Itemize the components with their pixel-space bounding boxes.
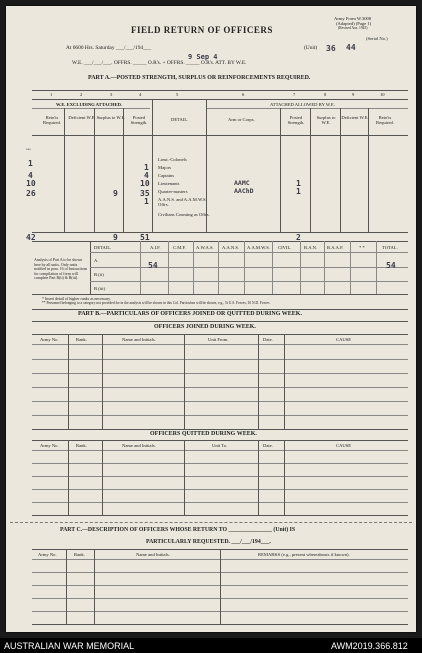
joined-header: Date. bbox=[263, 337, 273, 342]
col-header: Rein'ts Required. bbox=[376, 115, 394, 125]
total-col4: 51 bbox=[140, 233, 150, 242]
col-header: Deficient W.E. bbox=[341, 115, 369, 120]
joined-header: Rank. bbox=[76, 337, 87, 342]
analysis-header: * * bbox=[359, 245, 365, 250]
col-number: 3 bbox=[110, 92, 113, 97]
total-col3: 9 bbox=[113, 233, 118, 242]
analysis-aif-value: 54 bbox=[148, 261, 158, 270]
col-header: Deficient W.E. bbox=[68, 115, 96, 120]
form-ref-2: (Adapted) (Page 1) bbox=[336, 21, 372, 26]
col-number: 1 bbox=[50, 92, 53, 97]
serial-label: (Serial No.) bbox=[366, 36, 388, 41]
part-a-title: PART A.—POSTED STRENGTH, SURPLUS OR REINFORCEMENTS REQUIRED. bbox=[88, 75, 311, 81]
col-number: 6 bbox=[242, 92, 245, 97]
col4-value: 10 bbox=[140, 179, 150, 188]
col-number: 8 bbox=[324, 92, 327, 97]
group-right-header: ATTACHED ALLOWED BY W.E. bbox=[270, 102, 335, 107]
typed-unit-a: 36 bbox=[326, 44, 336, 53]
rank-label: Captains bbox=[158, 173, 175, 178]
we-line: W.E. ___/___/___. OFFRS. _____ O.R's. + OFFRS. _____ O.R's. ATT. BY W.E. bbox=[72, 60, 247, 66]
analysis-row-label: B.(ii) bbox=[94, 272, 104, 277]
footer-accession: AWM2019.366.812 bbox=[331, 641, 408, 651]
analysis-row-label: B.(iii) bbox=[94, 286, 106, 291]
group-left-header: W.E. EXCLUDING ATTACHED. bbox=[56, 102, 123, 107]
quitted-title: OFFICERS QUITTED DURING WEEK. bbox=[150, 431, 257, 437]
col7-value: 1 bbox=[296, 179, 301, 188]
analysis-note: Analysis of Part A to be shown here by all units. Only units notified in para. 16 of Instructions for compilation of form will complete Part B(ii) & B(iii). bbox=[34, 258, 88, 281]
total-col7: 2 bbox=[296, 233, 301, 242]
col-header: DETAIL. bbox=[171, 117, 189, 122]
col1-value: 4 bbox=[28, 171, 33, 180]
joined-header: Name and Initials. bbox=[122, 337, 156, 342]
analysis-header: R.A.A.F. bbox=[327, 245, 344, 250]
col-number: 2 bbox=[80, 92, 83, 97]
col-number: 9 bbox=[352, 92, 355, 97]
col-number: 7 bbox=[293, 92, 296, 97]
quitted-header: Date. bbox=[263, 443, 273, 448]
part-c-header: Rank. bbox=[74, 552, 85, 557]
part-c-header: Army No. bbox=[38, 552, 57, 557]
quitted-header: Unit To. bbox=[212, 443, 228, 448]
total-col1: 42 bbox=[26, 233, 36, 242]
col7-value: 1 bbox=[296, 187, 301, 196]
col1-value: 26 bbox=[26, 189, 36, 198]
rank-label: Lieutenants bbox=[158, 181, 180, 186]
analysis-header: DETAIL. bbox=[94, 245, 112, 250]
col-header: Posted Strength. bbox=[287, 115, 305, 125]
rank-label: Quarter-masters bbox=[158, 189, 188, 194]
rank-label: A.A.N.S. and A.A.M.W.S. Offrs. bbox=[158, 197, 207, 207]
part-b-title: PART B.—PARTICULARS OF OFFICERS JOINED OR QUITTED DURING WEEK. bbox=[78, 311, 302, 317]
part-c-header: REMARKS (e.g., present whereabouts if known). bbox=[258, 552, 350, 557]
col-header: Surplus to W.E. bbox=[316, 115, 336, 125]
col4-value: 1 bbox=[144, 163, 149, 172]
at-line: At 0600 Hrs. Saturday ___/___/194___ bbox=[66, 45, 152, 51]
footnote-2: ** Personnel belonging to a category not provided for in the analysis will be shown in this Col. Particulars will be shown, e.g., 5t U.S. Forces; 10 N.D. Forces bbox=[42, 301, 270, 305]
col-header: Rein'ts Required. bbox=[43, 115, 61, 125]
col3-value: 9 bbox=[113, 189, 118, 198]
col-number: 4 bbox=[139, 92, 142, 97]
archive-footer bbox=[0, 638, 422, 653]
joined-title: OFFICERS JOINED DURING WEEK. bbox=[154, 324, 256, 330]
joined-header: Unit From. bbox=[208, 337, 229, 342]
analysis-header: A.I.F. bbox=[150, 245, 161, 250]
form-ref-1: Army Form W.3008 bbox=[334, 16, 372, 21]
part-c-title-2: PARTICULARLY REQUESTED. ___/___/194___. bbox=[146, 539, 271, 545]
joined-header: Army No. bbox=[40, 337, 59, 342]
analysis-header: A.W.A.S. bbox=[196, 245, 214, 250]
analysis-header: A.A.M.W.S. bbox=[247, 245, 270, 250]
col-number: 10 bbox=[380, 92, 385, 97]
arm-value: AAChD bbox=[234, 187, 254, 195]
rank-label: Lieut.-Colonels bbox=[158, 157, 187, 162]
form-title: FIELD RETURN OF OFFICERS bbox=[131, 25, 273, 35]
col1-value: 10 bbox=[26, 179, 36, 188]
arm-value: AAMC bbox=[234, 179, 250, 187]
form-ref-3: (Revised Aus. 1945) bbox=[338, 26, 368, 30]
col-number: 5 bbox=[176, 92, 179, 97]
col4-value: 35 bbox=[140, 189, 150, 198]
analysis-total-value: 54 bbox=[386, 261, 396, 270]
joined-header: CAUSE bbox=[336, 337, 352, 342]
analysis-header: A.A.N.S. bbox=[222, 245, 240, 250]
unit-label: (Unit) bbox=[304, 45, 318, 51]
analysis-header: C.M.F. bbox=[173, 245, 186, 250]
analysis-header: CIVIL. bbox=[278, 245, 292, 250]
col-header: Arm or Corps. bbox=[228, 117, 255, 122]
quitted-header: Army No. bbox=[40, 443, 59, 448]
quitted-header: Rank. bbox=[76, 443, 87, 448]
footnote-1: * Insert detail of higher ranks as necessary. bbox=[42, 296, 111, 301]
col-header: Surplus to W.E. bbox=[96, 115, 126, 120]
quitted-header: Name and Initials. bbox=[122, 443, 156, 448]
part-c-title-1: PART C.—DESCRIPTION OF OFFICERS WHOSE RETURN TO _______________ (Unit) IS bbox=[60, 527, 296, 533]
footer-institution: AUSTRALIAN WAR MEMORIAL bbox=[4, 641, 135, 651]
quitted-header: CAUSE bbox=[336, 443, 352, 448]
part-c-header: Name and Initials. bbox=[136, 552, 170, 557]
col4-value: 1 bbox=[144, 197, 149, 206]
typed-date: 9 Sep 4 bbox=[188, 53, 218, 61]
analysis-row-label: A. bbox=[94, 258, 99, 263]
typed-unit-b: 44 bbox=[346, 43, 356, 52]
col-header: Posted Strength. bbox=[130, 115, 148, 125]
rank-label: Majors bbox=[158, 165, 172, 170]
rank-label: Civilians Counting as Offrs. bbox=[158, 212, 210, 217]
form-sheet: FIELD RETURN OF OFFICERS Army Form W.3008 (Adapted) (Page 1) (Revised Aus. 1945) (Serial No.) At 0600 Hrs. Saturday ___/___/194___ (Unit) 36 44 9 Sep 4 W.E. ___/___/___. OFFRS. _____ O.R's. + OFFRS. _____ O.R's. ATT. BY W.E. PART A.—POSTED STRENGTH, SURPLUS OR REINFORCEMENTS REQUIRED. 1 2 3 4 5 6 7 8 9 10 W.E. EXCLUDING ATTACHED. ATTACHED ALLOWED BY W.E. Rein'ts Required. Deficient W.E. Surplus to W.E. Posted Strength. DETAIL. Arm or Corps. Posted Strength. Surplus to W.E. Deficient W.E. Rein'ts Required. Lieut.-Colonels Majors Captains Lieutenants Quarter-masters A.A.N.S. and A.A.M.W.S. Offrs. Civilians Counting as Offrs. … 1 4 10 26 9 1 4 10 35 1 AAMC AAChD 1 1 42 9 51 2 Analysis of Part A to be shown here by all units. Only units notified in para. 16 of Instructions for compilation of form will complete Part B(ii) & B(iii). DETAIL. A.I.F. C.M.F. A.W.A.S. A.A.N.S. A.A.M.W.S. CIVIL. R.A.N. R.A.A.F. * * TOTAL. A. B.(ii) B.(iii) 54 54 * Insert detail of higher ranks as necessary. ** Personnel belonging to a category not provided for in the analysis will be shown in this Col. Particulars will be shown, e.g., 5t U.S. Forces; 10 N.D. Forces PART B.—PARTICULARS OF OFFICERS JOINED OR QUITTED DURING WEEK. OFFICERS JOINED DURING WEEK. Army No. Rank. Name and Initials. Unit From. Date. CAUSE OFFICERS QUITTED DURING WEEK. Army No. Rank. Name and Initials. Unit To. Date. CAUSE PART C.—DESCRIPTION OF OFFICERS WHOSE RETURN TO _______________ (Unit) IS PARTICULARLY REQUESTED. ___/___/194___. Army No. Rank. Name and Initials. REMARKS (e.g., present whereabouts if known). bbox=[6, 6, 416, 632]
col4-value: 4 bbox=[144, 171, 149, 180]
col1-value: 1 bbox=[28, 159, 33, 168]
analysis-header: R.A.N. bbox=[304, 245, 318, 250]
analysis-header: TOTAL. bbox=[382, 245, 398, 250]
